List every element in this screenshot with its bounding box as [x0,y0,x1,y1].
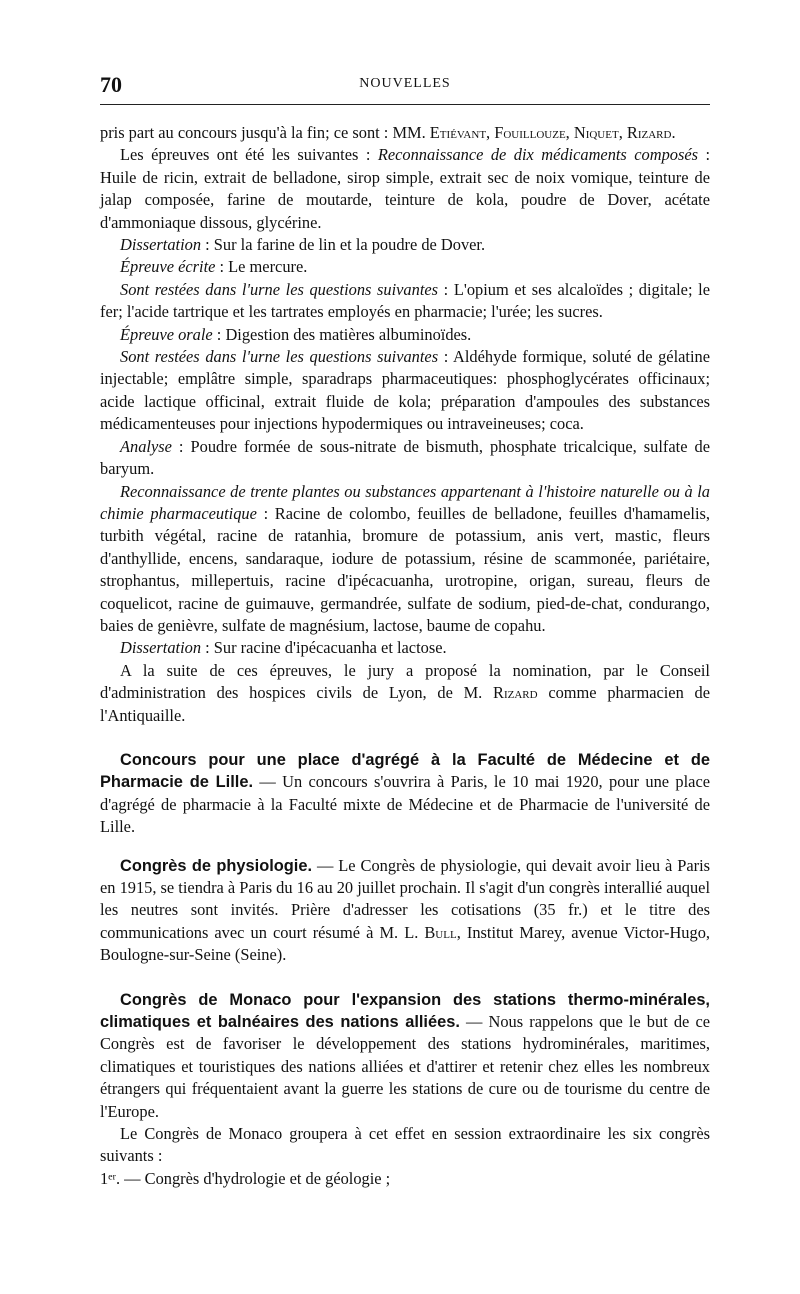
paragraph-epreuve-orale: Épreuve orale : Digestion des matières albuminoïdes. [120,324,472,344]
section-congres-physiologie: Congrès de physiologie. — Le Congrès de physiologie, qui devait avoir lieu à Paris en 1915, se tiendra à Paris du 16 au 20 juillet prochain. Il s'agit d'un congrès interallié auquel les neutres sont invités. Prière d'adresser les cotisations (35 fr.) et le titre des communications avec un court résumé à M. L. Bull, Institut Marey, avenue Victor-Hugo, Boulogne-sur-Seine (Seine). [100,855,711,965]
paragraph-epreuve-ecrite: Épreuve écrite : Le mercure. [120,257,308,277]
page-header [100,72,710,102]
section-congres-monaco: Congrès de Monaco pour l'expansion des stations thermo-minérales, climatiques et balnéaires des nations alliées. — Nous rappelons que le but de ce Congrès est de favoriser le développement des stations hydrominérales, maritimes, climatiques et touristiques des nations alliées et d'attirer et retenir chez elles les nombreux étrangers qui fréquentaient avant la guerre les stations de cure ou de tourisme du centre de l'Europe. [100,990,710,1121]
section-title: Congrès de physiologie. [120,856,313,875]
running-title: NOUVELLES [359,76,451,91]
section-concours-lille: Concours pour une place d'agrégé à la Faculté de Médecine et de Pharmacie de Lille. — Un concours s'ouvrira à Paris, le 10 mai 1920, pour une place d'agrégé de pharmacie à la Faculté mixte de Médecine et de Pharmacie de l'université de Lille. [100,750,710,837]
page-body [100,122,710,1190]
paragraph-epreuves: Les épreuves ont été les suivantes : Reconnaissance de dix médicaments composés : Huile de ricin, extrait de belladone, sirop simple, extrait sec de noix vomique, teinture de jalap composée, farine de moutarde, teinture de kola, poudre de Dover, acétate d'ammoniaque dissous, glycérine. [100,145,710,232]
paragraph-questions-orales: Sont restées dans l'urne les questions suivantes : Aldéhyde formique, soluté de gélatine injectable; emplâtre simple, sparadraps pharmaceutiques: phosphoglycérates officinaux; acide lactique officinal, extrait fluide de kola; préparation d'ampoules des substances médicamenteuses pour injections hypodermiques ou intraveineuses; coca. [100,347,710,434]
paragraph-monaco-session: Le Congrès de Monaco groupera à cet effet en session extraordinaire les six congrès suivants : [100,1124,710,1166]
paragraph-dissertation-2: Dissertation : Sur racine d'ipécacuanha et lactose. [120,638,447,658]
header-rule [100,104,710,105]
section-title: Concours pour une place d'agrégé à la Faculté de Médecine et de Pharmacie de Lille. [100,750,710,792]
paragraph-questions-ecrites: Sont restées dans l'urne les questions suivantes : L'opium et ses alcaloïdes ; digitale; le fer; l'acide tartrique et les tartrates employés en pharmacie; l'urée; les sucres. [100,279,710,322]
list-item: 1ᵉʳ. — Congrès d'hydrologie et de géologie ; [100,1168,391,1188]
paragraph-analyse: Analyse : Poudre formée de sous-nitrate de bismuth, phosphate tricalcique, sulfate de baryum. [100,436,710,479]
paragraph-candidates: pris part au concours jusqu'à la fin; ce sont : MM. Etiévant, Fouillouze, Niquet, Rizard. [100,123,676,142]
paragraph-reconnaissance-plantes: Reconnaissance de trente plantes ou substances appartenant à l'histoire naturelle ou à la chimie pharmaceutique : Racine de colombo, feuilles de belladone, feuilles d'hamamelis, turbith végétal, racine de ratanhia, bromure de potassium, anis vert, mastic, fleurs d'anthyllide, encens, sandaraque, iodure de potassium, résine de scammonée, pariétaire, strophantus, millepertuis, racine d'ipécacuanha, urotropine, origan, sureau, fleurs de coquelicot, racine de guimauve, germandrée, sulfate de sodium, pied-de-chat, condurango, baies de genièvre, sulfate de magnésium, lactose, baume de copahu. [100,481,710,635]
section-title: Congrès de Monaco pour l'expansion des stations thermo-minérales, climatiques et balnéaires des nations alliées. [100,990,710,1032]
paragraph-dissertation-1: Dissertation : Sur la farine de lin et la poudre de Dover. [120,235,486,255]
paragraph-nomination: A la suite de ces épreuves, le jury a proposé la nomination, par le Conseil d'administration des hospices civils de Lyon, de M. Rizard comme pharmacien de l'Antiquaille. [100,660,710,725]
page-number: 70 [100,72,122,97]
